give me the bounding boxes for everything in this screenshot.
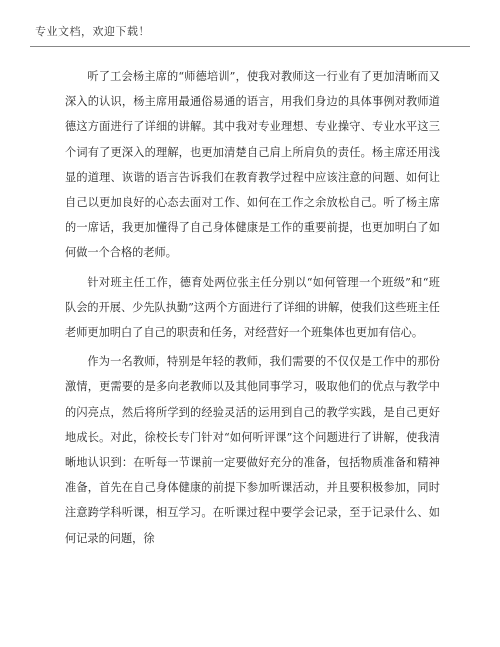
paragraph: 听了工会杨主席的“师德培训”，使我对教师这一行业有了更加清晰而又深入的认识，杨主席用最通俗易通的语言，用我们身边的具体事例对教师道德这方面进行了详细的讲解。其中我对专业理想、专业操守、专业水平这三个词有了更深入的理解，也更加清楚自己肩上所肩负的责任。杨主席还用浅显的道理、诙谐的语言告诉我们在教育教学过程中应该注意的问题、如何让自己以更加良好的心态去面对工作、如何在工作之余放松自己。听了杨主席的一席话，我更加懂得了自己身体健康是工作的重要前提，也更加明白了如何做一个合格的老师。 <box>65 70 440 260</box>
document-body <box>65 64 440 555</box>
paragraph: 针对班主任工作，德育处两位张主任分别以“如何管理一个班级”和“班队会的开展、少先队执勤”这两个方面进行了详细的讲解，使我们这些班主任老师更加明白了自己的职责和任务，对经营好一个班集体也更加有信心。 <box>65 275 440 340</box>
header-divider <box>30 46 470 47</box>
paragraph: 作为一名教师，特别是年轻的教师，我们需要的不仅仅是工作中的那份激情，更需要的是多向老教师以及其他同事学习，吸取他们的优点与教学中的闪亮点，然后将所学到的经验灵活的运用到自己的教学实践，是自己更好地成长。对此，徐校长专门针对“如何听评课”这个问题进行了讲解，使我清晰地认识到：在听每一节课前一定要做好充分的准备，包括物质准备和精神准备，首先在自己身体健康的前提下参加听课活动，并且要积极参加，同时注意跨学科听课，相互学习。在听课过程中要学会记录，至于记录什么、如何记录的问题，徐 <box>65 355 440 545</box>
page-header-text: 专业文档，欢迎下载！ <box>35 25 150 38</box>
